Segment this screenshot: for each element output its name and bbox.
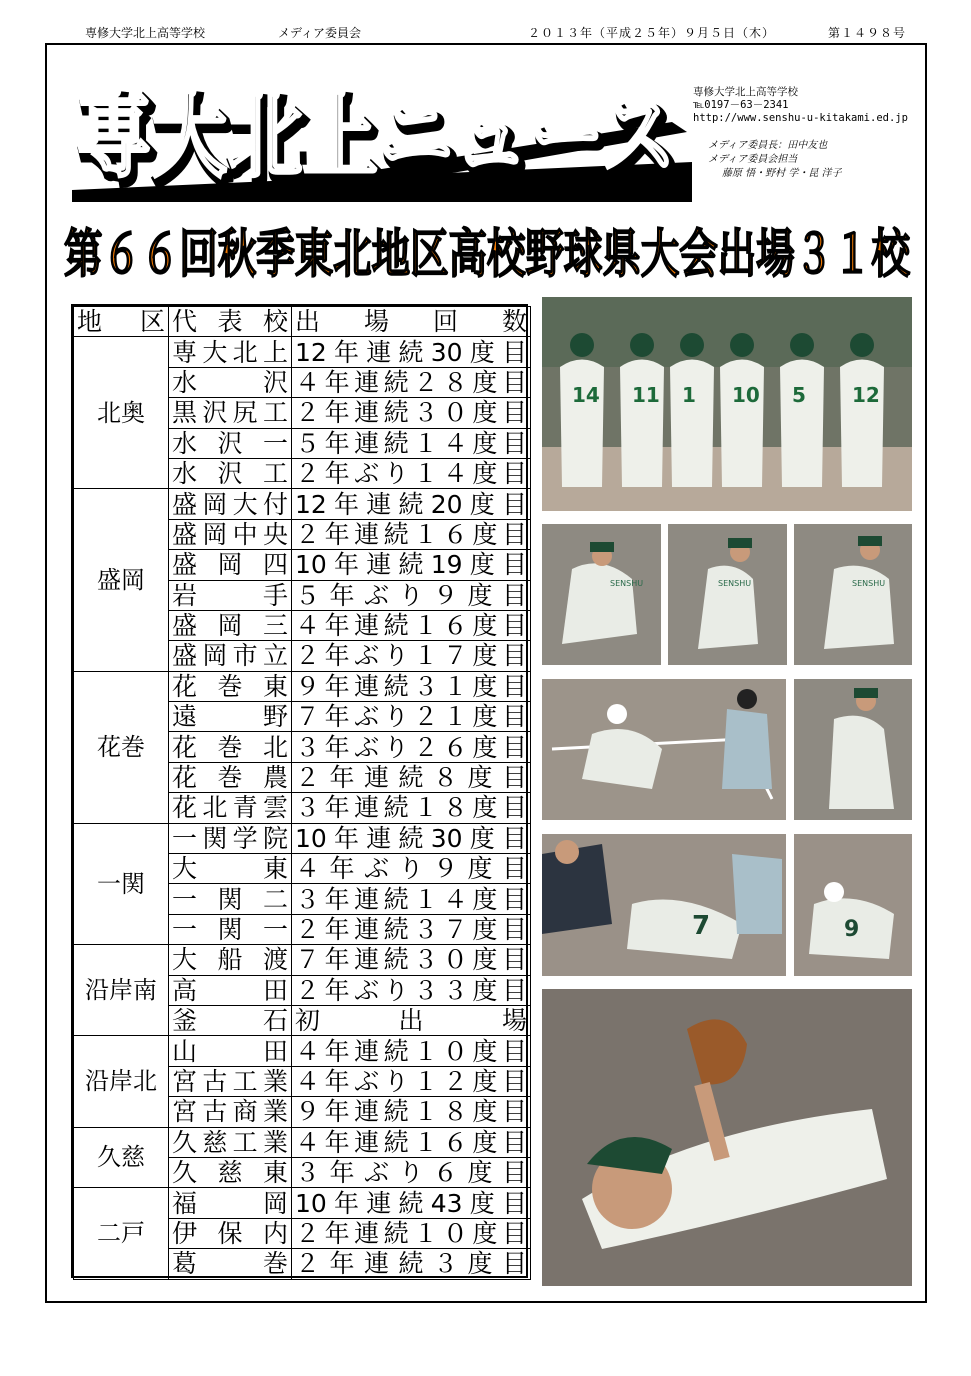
contact-tel: ℡0197－63－2341	[693, 99, 789, 111]
school-cell: 花北青雲	[169, 793, 292, 823]
school-cell: 岩手	[169, 580, 292, 610]
school-table	[71, 304, 528, 1278]
table-row	[74, 1188, 531, 1218]
record-cell: ２年ぶり１７度目	[292, 641, 531, 671]
school-cell: 専大北上	[169, 337, 292, 367]
record-cell: 12年連続30度目	[292, 337, 531, 367]
record-cell: ２年連続３７度目	[292, 914, 531, 944]
runner-slide-photo	[794, 834, 912, 976]
masthead-title: 専大北上ニュース	[76, 83, 676, 190]
record-cell: 10年連続19度目	[292, 550, 531, 580]
school-cell: 宮古商業	[169, 1097, 292, 1127]
player-cap	[630, 333, 654, 357]
school-cell: 大東	[169, 854, 292, 884]
record-cell: ２年ぶり１４度目	[292, 458, 531, 488]
contact-block	[693, 86, 908, 125]
jersey-number: 11	[632, 383, 660, 407]
contact-school: 専修大学北上高等学校	[693, 86, 798, 98]
region-cell: 北奥	[74, 337, 169, 489]
school-cell: 水沢	[169, 367, 292, 397]
school-cell: 一関学院	[169, 823, 292, 853]
record-cell: ３年連続１４度目	[292, 884, 531, 914]
player-cap	[850, 333, 874, 357]
masthead-logo	[72, 62, 692, 202]
record-cell: ４年連続１０度目	[292, 1036, 531, 1066]
region-cell: 沿岸南	[74, 945, 169, 1036]
school-cell: 葛巻	[169, 1249, 292, 1279]
table-row	[74, 489, 531, 519]
school-cell: 一関二	[169, 884, 292, 914]
jersey-number: 10	[732, 383, 760, 407]
school-cell: 花巻北	[169, 732, 292, 762]
player-cap	[730, 333, 754, 357]
player-figure	[840, 360, 884, 488]
diving-catch-photo	[542, 989, 912, 1286]
player-figure	[620, 360, 664, 488]
record-cell: ２年ぶり３３度目	[292, 975, 531, 1005]
header-school: 代表校	[169, 307, 292, 337]
record-cell: ３年ぶり６度目	[292, 1157, 531, 1187]
staff-block	[708, 139, 842, 181]
player-figure	[780, 360, 824, 488]
table-row	[74, 1036, 531, 1066]
svg-text:SENSHU: SENSHU	[718, 579, 752, 588]
player-figure	[670, 360, 714, 488]
record-cell: 10年連続43度目	[292, 1188, 531, 1218]
svg-text:SENSHU: SENSHU	[852, 579, 886, 588]
header-school: 専修大学北上高等学校	[85, 26, 206, 40]
jersey-number: 14	[572, 383, 600, 407]
record-cell: ４年ぶり１２度目	[292, 1066, 531, 1096]
record-cell: ４年連続２８度目	[292, 367, 531, 397]
school-cell: 黒沢尻工	[169, 398, 292, 428]
player-cap	[790, 333, 814, 357]
catcher-play-photo	[542, 834, 786, 976]
player-figure	[720, 360, 764, 488]
school-cell: 伊保内	[169, 1218, 292, 1248]
record-cell: ４年連続１６度目	[292, 1127, 531, 1157]
region-cell: 花巻	[74, 671, 169, 823]
table-row	[74, 671, 531, 701]
record-cell: ５年ぶり９度目	[292, 580, 531, 610]
school-cell: 大船渡	[169, 945, 292, 975]
contact-url: http://www.senshu-u-kitakami.ed.jp	[693, 112, 908, 124]
table-row	[74, 1127, 531, 1157]
region-cell: 二戸	[74, 1188, 169, 1279]
player-cap	[680, 333, 704, 357]
school-cell: 高田	[169, 975, 292, 1005]
school-cell: 久慈工業	[169, 1127, 292, 1157]
school-cell: 一関一	[169, 914, 292, 944]
staff-advisors: 藤原 悟・野村 学・昆 洋子	[722, 168, 842, 179]
headline	[60, 212, 920, 292]
school-cell: 盛岡三	[169, 610, 292, 640]
region-cell: 沿岸北	[74, 1036, 169, 1127]
header-record: 出場回数	[292, 307, 531, 337]
table-row	[74, 337, 531, 367]
school-cell: 水沢工	[169, 458, 292, 488]
record-cell: ５年連続１４度目	[292, 428, 531, 458]
record-cell: ４年ぶり９度目	[292, 854, 531, 884]
player-figure	[560, 360, 604, 488]
record-cell: ２年連続１６度目	[292, 519, 531, 549]
table-row	[74, 945, 531, 975]
school-cell: 山田	[169, 1036, 292, 1066]
school-cell: 水沢一	[169, 428, 292, 458]
staff-advisor-title: メディア委員会担当	[708, 154, 798, 165]
region-cell: 一関	[74, 823, 169, 945]
school-cell: 盛岡大付	[169, 489, 292, 519]
svg-text:SENSHU: SENSHU	[610, 579, 644, 588]
pitcher-photo-3	[794, 524, 912, 665]
region-cell: 久慈	[74, 1127, 169, 1188]
catcher-play-number: 7	[692, 911, 711, 941]
jersey-number: 5	[792, 383, 806, 407]
school-cell: 盛岡中央	[169, 519, 292, 549]
headline-text: 第６６回秋季東北地区高校野球県大会出場３１校	[64, 225, 912, 285]
pitcher-photo-2	[668, 524, 787, 665]
record-cell: 10年連続30度目	[292, 823, 531, 853]
record-cell: ２年連続１０度目	[292, 1218, 531, 1248]
table-header-row	[74, 307, 531, 337]
school-cell: 盛岡四	[169, 550, 292, 580]
record-cell: ４年連続１６度目	[292, 610, 531, 640]
pitcher-photo-1	[542, 524, 661, 665]
record-cell: ２年連続３０度目	[292, 398, 531, 428]
record-cell: ９年連続１８度目	[292, 1097, 531, 1127]
masthead-title-shadow: 専大北上ニュース	[80, 89, 680, 196]
school-cell: 宮古工業	[169, 1066, 292, 1096]
runner-slide-number: 9	[844, 917, 860, 942]
school-cell: 花巻農	[169, 762, 292, 792]
table-row	[74, 823, 531, 853]
school-cell: 遠野	[169, 702, 292, 732]
header-issue: 第１４９８号	[828, 26, 907, 40]
record-cell: 初出場	[292, 1005, 531, 1035]
school-cell: 久慈東	[169, 1157, 292, 1187]
record-cell: 12年連続20度目	[292, 489, 531, 519]
record-cell: ２年連続８度目	[292, 762, 531, 792]
header-committee: メディア委員会	[278, 26, 362, 40]
school-cell: 釜石	[169, 1005, 292, 1035]
record-cell: ７年ぶり２１度目	[292, 702, 531, 732]
header-date: ２０１３年（平成２５年）９月５日（木）	[528, 26, 776, 40]
school-cell: 福岡	[169, 1188, 292, 1218]
jersey-number: 12	[852, 383, 880, 407]
school-cell: 花巻東	[169, 671, 292, 701]
school-cell: 盛岡市立	[169, 641, 292, 671]
region-cell: 盛岡	[74, 489, 169, 671]
staff-chief: メディア委員長：田中友也	[708, 140, 828, 151]
pitcher-photo-4	[794, 679, 912, 820]
jersey-number: 1	[682, 383, 696, 407]
team-huddle-photo	[542, 297, 912, 511]
record-cell: ３年ぶり２６度目	[292, 732, 531, 762]
header-region: 地区	[74, 307, 169, 337]
record-cell: ３年連続１８度目	[292, 793, 531, 823]
slide-home-photo	[542, 679, 786, 820]
record-cell: ７年連続３０度目	[292, 945, 531, 975]
player-cap	[570, 333, 594, 357]
record-cell: ９年連続３１度目	[292, 671, 531, 701]
record-cell: ２年連続３度目	[292, 1249, 531, 1279]
